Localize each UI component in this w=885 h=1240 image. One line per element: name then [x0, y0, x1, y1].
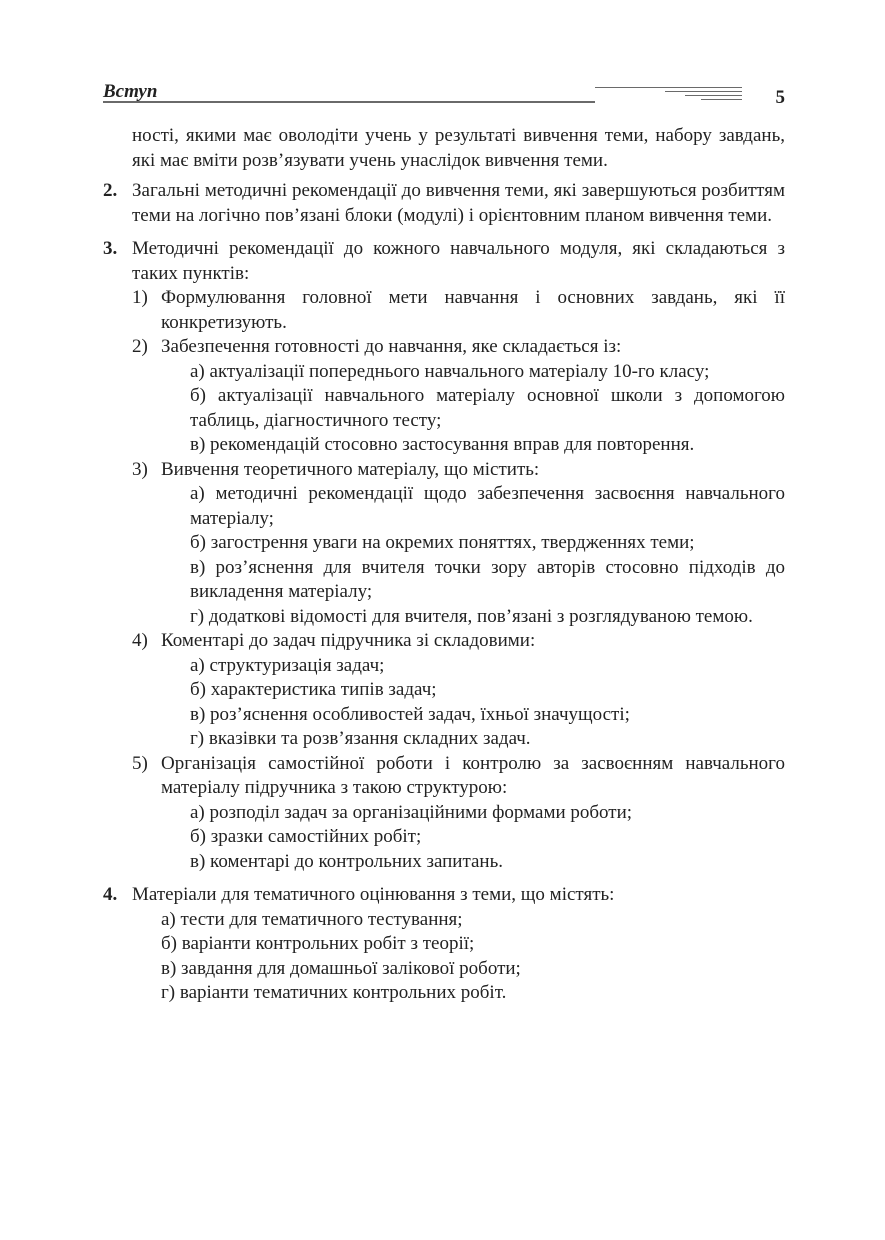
- subitem-5: [132, 752, 785, 875]
- subsub-item: а) структуризація задач;: [190, 654, 385, 676]
- subitem-text: Забезпечення готовності до навчання, яке складається із:: [161, 336, 622, 357]
- subitem-1: [132, 286, 785, 335]
- subsub-item: в) завдання для домашньої залікової роботи;: [161, 957, 521, 979]
- subitem-number: 3): [132, 458, 148, 480]
- subitem-number: 1): [132, 287, 148, 308]
- list-number: 3.: [103, 238, 118, 259]
- page-body: [103, 124, 785, 1015]
- header-rule-decor: [685, 95, 742, 96]
- subitem-text: Формулювання головної мети навчання і основних завдань, які її конкретизують.: [161, 287, 785, 333]
- subitem-number: 4): [132, 630, 148, 651]
- subsub-item: в) рекомендацій стосовно застосування вправ для повторення.: [190, 434, 695, 455]
- subitem-number: 5): [132, 752, 148, 774]
- subitem-4: [132, 629, 785, 752]
- list-number: 4.: [103, 884, 118, 905]
- subsub-item: в) коментарі до контрольних запитань.: [190, 850, 504, 872]
- subsub-item: а) методичні рекомендації щодо забезпечення засвоєння навчального матеріалу;: [190, 483, 785, 529]
- subitem-2: [132, 335, 785, 458]
- running-header: [103, 79, 785, 107]
- subsub-item: г) варіанти тематичних контрольних робіт.: [161, 982, 507, 1003]
- subitem-text: Коментарі до задач підручника зі складовими:: [161, 630, 536, 651]
- list-number: 2.: [103, 180, 118, 201]
- subsub-item: в) роз’яснення особливостей задач, їхньої значущості;: [190, 703, 630, 725]
- subsub-item: б) характеристика типів задач;: [190, 679, 437, 700]
- list-item-text: Методичні рекомендації до кожного навчального модуля, які складаються з таких пунктів:: [132, 238, 785, 284]
- subsub-item: б) варіанти контрольних робіт з теорії;: [161, 933, 475, 954]
- subitem-number: 2): [132, 336, 148, 357]
- subsub-item: б) зразки самостійних робіт;: [190, 826, 422, 847]
- list-item-text: Матеріали для тематичного оцінювання з теми, що містять:: [132, 884, 615, 905]
- subsub-item: а) розподіл задач за організаційними формами роботи;: [190, 801, 633, 823]
- subitem-text: Організація самостійної роботи і контролю за засвоєнням навчального матеріалу підручника з такою структурою:: [161, 752, 785, 798]
- intro-paragraph: ності, якими має оволодіти учень у результаті вивчення теми, набору завдань, які має вміти розв’язувати учень унаслідок вивчення теми.: [132, 125, 785, 171]
- subsub-item: б) загострення уваги на окремих поняттях, твердженнях теми;: [190, 532, 695, 553]
- list-item-4: [103, 883, 785, 1006]
- header-rule-decor: [665, 91, 742, 92]
- header-rule-decor: [595, 87, 742, 88]
- header-rule-decor: [701, 99, 742, 100]
- subitem-text: Вивчення теоретичного матеріалу, що містить:: [161, 458, 540, 480]
- subsub-item: г) вказівки та розв’язання складних задач.: [190, 728, 531, 749]
- subsub-item: г) додаткові відомості для вчителя, пов’язані з розглядуваною темою.: [190, 605, 753, 627]
- list-item-3: [103, 237, 785, 874]
- header-rule: [103, 101, 595, 103]
- subsub-item: б) актуалізації навчального матеріалу основної школи з допомогою таблиць, діагностичного тесту;: [190, 385, 785, 431]
- subsub-item: в) роз’яснення для вчителя точки зору авторів стосовно підходів до викладення матеріалу;: [190, 556, 785, 602]
- page-number: 5: [775, 87, 785, 108]
- subsub-item: а) тести для тематичного тестування;: [161, 908, 463, 930]
- list-item-text: Загальні методичні рекомендації до вивчення теми, які завершуються розбиттям теми на логічно пов’язані блоки (модулі) і орієнтовним планом вивчення теми.: [132, 180, 785, 226]
- subitem-3: [132, 458, 785, 630]
- list-item-2: [103, 179, 785, 228]
- header-title: Вступ: [103, 81, 158, 102]
- subsub-item: а) актуалізації попереднього навчального матеріалу 10-го класу;: [190, 360, 710, 382]
